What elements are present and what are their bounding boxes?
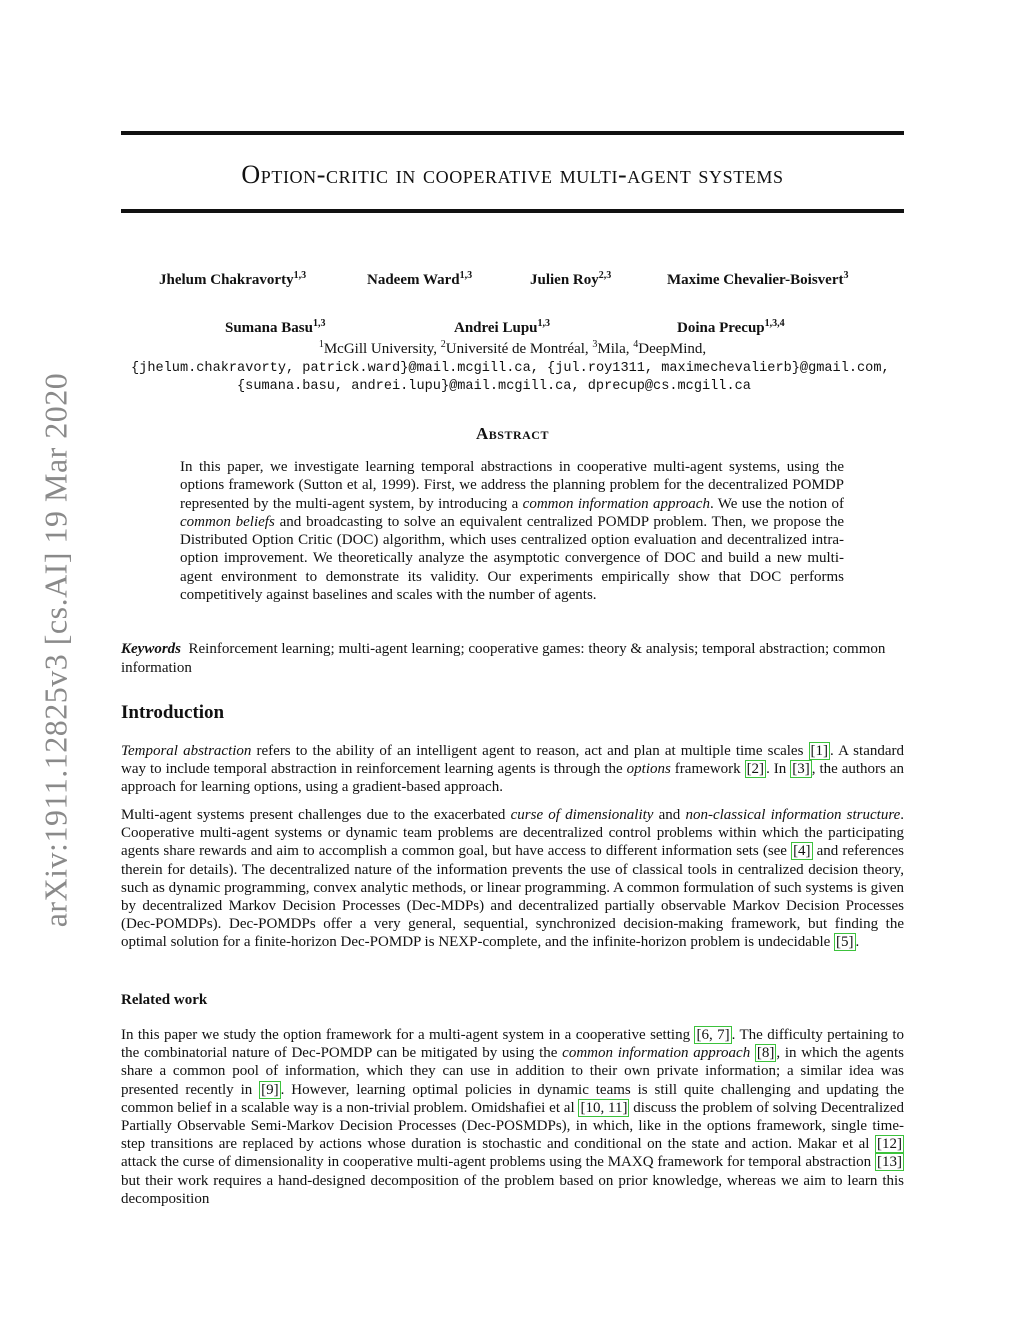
arxiv-identifier: arXiv:1911.12825v3 [cs.AI] 19 Mar 2020 [37,372,74,928]
author: Doina Precup$^{1,3,4}$ [677,318,785,336]
author: Nadeem Ward$^{1,3}$ [367,270,473,288]
affiliations: $^1$McGill University, $^2$Université de Montréal, $^3$Mila, $^4$DeepMind, [318,339,707,357]
citation-link[interactable]: [12] [877,1136,902,1153]
author: Jhelum Chakravorty$^{1,3}$ [159,270,307,288]
author-emails-line-1: {jhelum.chakravorty, patrick.ward}@mail.mcgill.ca, {jul.roy1311, maximechevalierb}@gmail.com, [131,361,890,376]
citation-link[interactable]: [10, 11] [580,1099,628,1116]
abstract-heading: Abstract [476,424,549,443]
intro-paragraph-2: Multi-agent systems present challenges due to the exacerbated curse of dimensionality and non-classical information structure. Cooperative multi-agent systems or dynamic team problems are decentralized control problems within which the participating agents share rewards and aim to accomplish a common goal, but have access to different information sets (see [4] and references therein for details). The decentralized nature of the information prevents the use of classical tools in centralized decision theory, such as dynamic programming, convex analytic methods, or linear programming. A common formulation of such systems is given by decentralized Markov Decision Processes (Dec-MDPs) and decentralized partially observable Markov Decision Processes (Dec-POMDPs). Dec-POMDPs offer a very general, sequential, synchronized decision-making framework, but finding the optimal solution for a finite-horizon Dec-POMDP is NEXP-complete, and the infinite-horizon problem is undecidable [5] . [121,807,905,951]
abstract-text: In this paper, we investigate learning temporal abstractions in cooperative multi-agent systems, using the options framework (Sutton et al, 1999). First, we address the planning problem for the decentralized POMDP represented by the multi-agent system, by introducing a common information approach. We use the notion of common beliefs and broadcasting to solve an equivalent centralized POMDP problem. Then, we propose the Distributed Option Critic (DOC) algorithm, which uses centralized option evaluation and decentralized intra-option improvement. We theoretically analyze the asymptotic convergence of DOC and build a new multi-agent environment to demonstrate its validity. Our experiments empirically show that DOC performs competitively against baselines and scales with the number of agents. [180,459,844,604]
citation-link[interactable]: [9] [261,1081,279,1098]
author-emails-line-2: {sumana.basu, andrei.lupu}@mail.mcgill.ca, dprecup@cs.mcgill.ca [237,379,751,394]
intro-paragraph-1: Temporal abstraction refers to the ability of an intelligent agent to reason, act and plan at multiple time scales [1] . A standard way to include temporal abstraction in reinforcement learning agents is through the options framework [2] . In [3] , the authors an approach for learning options, using a gradient-based approach. [121,743,904,796]
author: Andrei Lupu$^{1,3}$ [454,318,551,336]
keywords: Keywords Reinforcement learning; multi-agent learning; cooperative games: theory & analysis; temporal abstraction; common information [121,641,886,676]
author: Julien Roy$^{2,3}$ [530,270,612,288]
section-heading-introduction: Introduction [121,702,225,723]
citation-link[interactable]: [8] [756,1045,775,1062]
author: Maxime Chevalier-Boisvert$^3$ [667,270,849,288]
title-rule-bottom [121,209,904,213]
paper-title: Option-critic in cooperative multi-agent systems [241,160,784,189]
citation-link[interactable]: [2] [746,761,765,778]
citation-link[interactable]: [3] [792,761,810,778]
title-rule-top [121,131,904,135]
subsection-heading-related-work: Related work [121,992,208,1008]
citation-link[interactable]: [13] [877,1154,902,1171]
citation-link[interactable]: [6, 7] [696,1027,730,1043]
citation-link[interactable]: [1] [810,743,829,759]
author: Sumana Basu$^{1,3}$ [225,318,326,336]
citation-link[interactable]: [5] [836,934,854,951]
citation-link[interactable]: [4] [793,843,811,860]
related-work-paragraph: In this paper we study the option framework for a multi-agent system in a cooperative setting [6, 7] . The difficulty pertaining to the combinatorial nature of Dec-POMDP can be mitigated by using the common information approach [8] , in which the agents share a common pool of information, which they can use in addition to their own private information; a similar idea was presented recently in [9] . However, learning optimal policies in dynamic teams is still quite challenging and updating the common belief in a scalable way is a non-trivial problem. Omidshafiei et al [10, 11] discuss the problem of solving Decentralized Partially Observable Semi-Markov Decision Processes (Dec-POSMDPs), in which, like in the options framework, single time-step transitions are replaced by actions whose duration is stochastic and conditional on the state and action. Makar et al [12] attack the curse of dimensionality in cooperative multi-agent problems using the MAXQ framework for temporal abstraction [13] but their work requires a hand-designed decomposition of the problem based on prior knowledge, whereas we aim to learn this decomposition [121,1027,905,1207]
